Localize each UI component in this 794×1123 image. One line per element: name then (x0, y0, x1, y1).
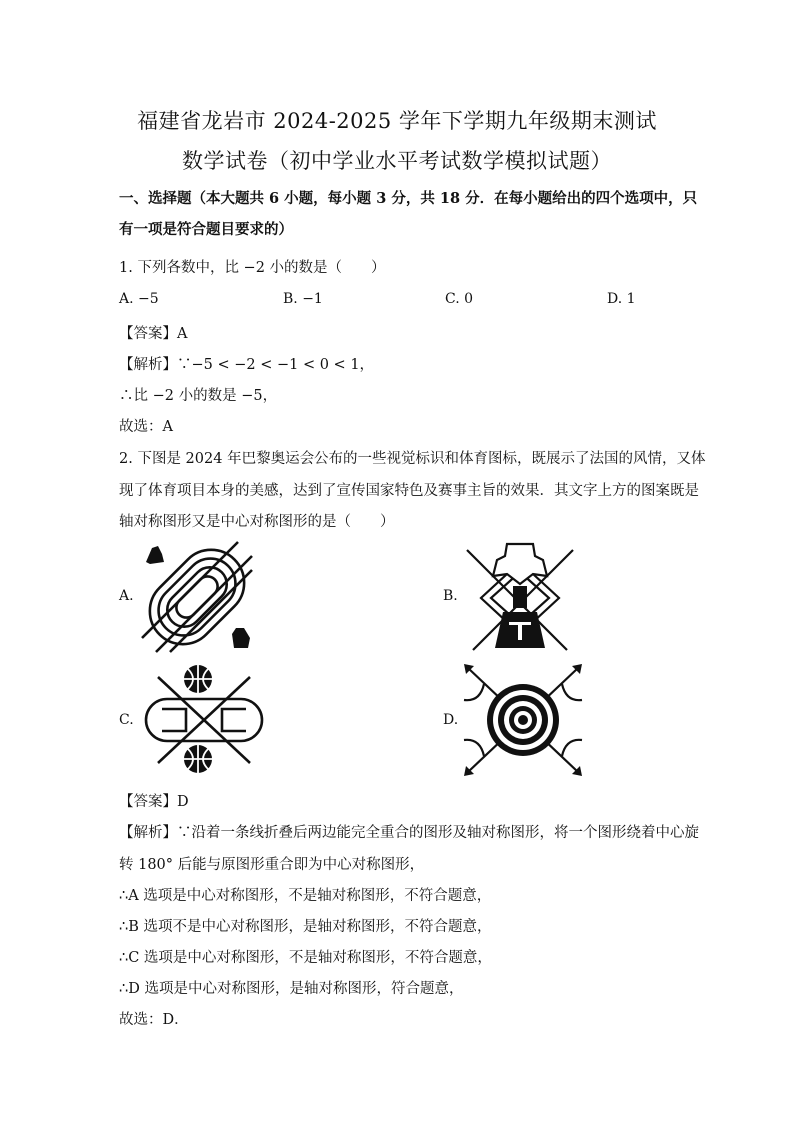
q1-option-b: B. −1 (283, 291, 323, 307)
q2-analysis-a: ∴A 选项是中心对称图形，不是轴对称图形，不符合题意， (119, 888, 492, 904)
figure-d-label: D. (443, 712, 459, 728)
question-2-stem-cont2: 轴对称图形又是中心对称图形的是（ ） (119, 514, 395, 530)
q2-analysis-c: ∴C 选项是中心对称图形，不是轴对称图形，不符合题意， (119, 950, 492, 966)
q2-analysis-d: ∴D 选项是中心对称图形，是轴对称图形，符合题意， (119, 981, 464, 997)
athletics-track-icon (140, 540, 254, 654)
q1-choice: 故选：A (119, 419, 173, 435)
question-1-stem: 1. 下列各数中，比 −2 小的数是（ ） (119, 260, 386, 276)
q2-choice: 故选：D． (119, 1012, 189, 1028)
q2-analysis-cont: 转 180° 后能与原图形重合即为中心对称图形， (119, 857, 425, 873)
q1-analysis-cont: ∴比 −2 小的数是 −5， (119, 388, 278, 404)
judo-icon (463, 542, 577, 652)
q1-option-d: D. 1 (607, 291, 636, 307)
archery-target-icon (462, 662, 584, 778)
section-heading: 一、选择题（本大题共 6 小题，每小题 3 分，共 18 分．在每小题给出的四个选项中，只 (119, 190, 698, 207)
page-title: 福建省龙岩市 2024-2025 学年下学期九年级期末测试 (137, 109, 657, 133)
q1-analysis: 【解析】∵−5 < −2 < −1 < 0 < 1， (119, 357, 375, 373)
page-subtitle: 数学试卷（初中学业水平考试数学模拟试题） (182, 149, 612, 173)
q1-option-c: C. 0 (445, 291, 474, 307)
figure-b-label: B. (443, 588, 458, 604)
q1-option-a: A. −5 (119, 291, 159, 307)
q2-answer: 【答案】D (119, 794, 189, 810)
question-2-stem: 2. 下图是 2024 年巴黎奥运会公布的一些视觉标识和体育图标，既展示了法国的风情，又体 (119, 451, 706, 467)
question-2-stem-cont: 现了体育项目本身的美感，达到了宣传国家特色及赛事主旨的效果．其文字上方的图案既是 (119, 483, 699, 499)
figure-a-label: A. (119, 588, 134, 604)
q1-answer: 【答案】A (119, 326, 188, 342)
figure-c-label: C. (119, 712, 134, 728)
section-heading-cont: 有一项是符合题目要求的） (119, 221, 293, 238)
q2-analysis: 【解析】∵沿着一条线折叠后两边能完全重合的图形及轴对称图形，将一个图形绕着中心旋 (119, 825, 699, 841)
basketball-icon (142, 663, 266, 777)
q2-analysis-b: ∴B 选项不是中心对称图形，是轴对称图形，不符合题意， (119, 919, 492, 935)
